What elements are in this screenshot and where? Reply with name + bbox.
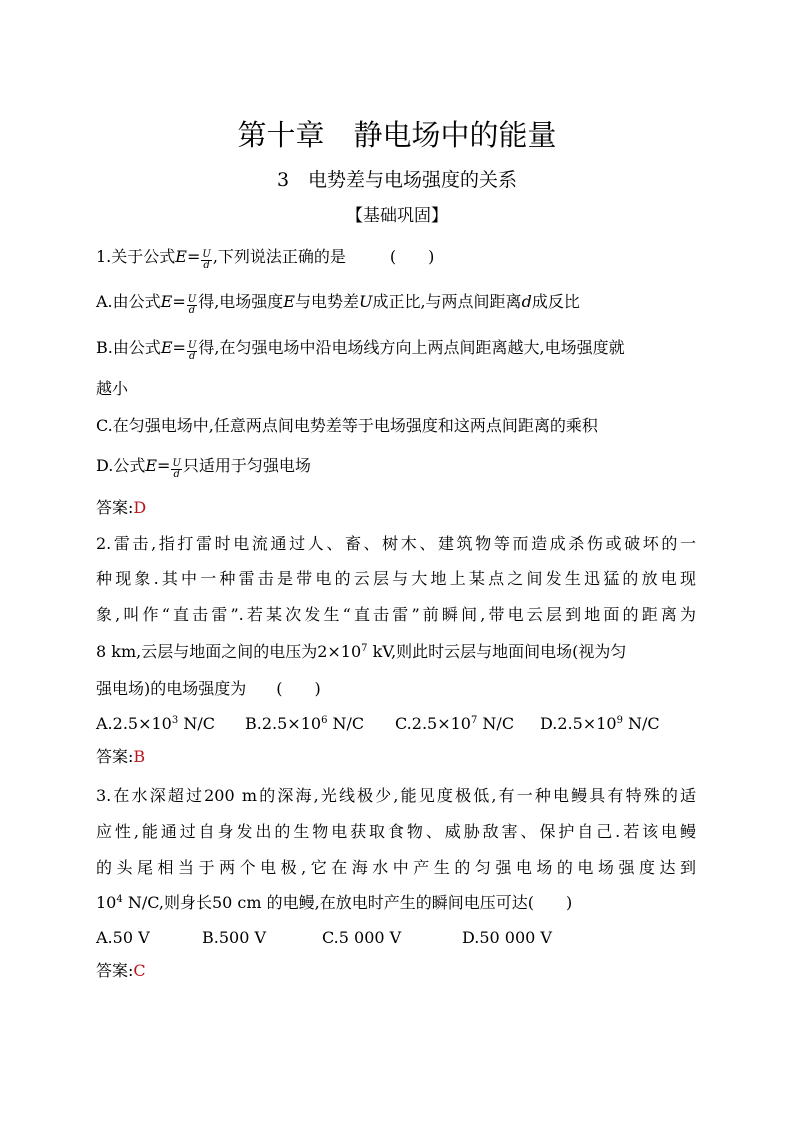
q1-answer-paren: ( )	[389, 247, 435, 266]
option-unit: N/C	[178, 714, 215, 733]
q1-option-a-part3: 与电势差	[294, 292, 359, 311]
q1-option-a	[96, 292, 580, 316]
q2-line-4-part2: kV,则此时云层与地面间电场(视为匀	[367, 642, 627, 661]
fraction-denominator: d	[188, 351, 196, 362]
q1-option-d-part2: 只适用于匀强电场	[182, 456, 311, 475]
fraction-denominator: d	[188, 305, 196, 316]
q3-option-a: A.50 V	[96, 928, 150, 947]
formula-fraction	[187, 295, 197, 316]
q2-line-1: 2.雷击,指打雷时电流通过人、畜、树木、建筑物等而造成杀伤或破坏的一	[96, 534, 696, 553]
formula-e: E	[160, 338, 173, 357]
formula-fraction	[171, 459, 181, 480]
q3-answer	[96, 961, 146, 981]
q2-line-2: 种现象.其中一种雷击是带电的云层与大地上某点之间发生迅猛的放电现	[96, 569, 696, 588]
symbol-d: d	[521, 292, 532, 311]
formula-eq: =	[157, 456, 171, 475]
q3-line-2: 应性,能通过自身发出的生物电获取食物、威胁敌害、保护自己.若该电鳗	[96, 822, 696, 841]
q2-answer-value: B	[133, 747, 146, 766]
q2-answer	[96, 747, 145, 767]
q1-option-d-part1: D.公式	[96, 456, 146, 475]
section-title: 3 电势差与电场强度的关系	[276, 169, 518, 191]
q1-option-a-part5: 成反比	[531, 292, 580, 311]
option-text: B.2.5×10	[245, 714, 322, 733]
answer-label: 答案:	[96, 498, 134, 517]
chapter-title: 第十章 静电场中的能量	[237, 118, 557, 152]
q1-option-b-cont: 越小	[96, 379, 129, 398]
option-unit: N/C	[327, 714, 365, 733]
q1-answer	[96, 498, 146, 518]
q1-stem	[96, 247, 434, 271]
q2-line-4-part1: 8 km,云层与地面之间的电压为2×10	[96, 642, 362, 661]
option-unit: N/C	[622, 714, 660, 733]
q3-option-c: C.5 000 V	[322, 928, 402, 947]
symbol-e: E	[283, 292, 295, 311]
fraction-numerator: U	[187, 340, 197, 351]
q2-option-d	[540, 714, 660, 734]
q3-line-1: 3.在水深超过200 m的深海,光线极少,能见度极低,有一种电鳗具有特殊的适	[96, 786, 696, 805]
answer-label: 答案:	[96, 747, 134, 766]
option-unit: N/C	[477, 714, 515, 733]
formula-e: E	[160, 292, 173, 311]
fraction-denominator: d	[203, 260, 210, 271]
exponent: 3	[171, 715, 179, 726]
exponent: 9	[616, 715, 623, 726]
q3-options	[96, 928, 696, 948]
q1-option-b-part1: B.由公式	[96, 338, 161, 357]
q2-answer-paren: ( )	[276, 679, 321, 698]
q1-stem-lead: 1.关于公式	[96, 247, 176, 266]
exponent: 4	[116, 894, 123, 905]
q2-options	[96, 714, 696, 734]
exponent: 6	[321, 715, 328, 726]
q1-formula-fraction	[201, 250, 211, 271]
exponent: 7	[470, 715, 478, 726]
exponent: 7	[361, 643, 368, 654]
q3-line-4	[96, 893, 572, 913]
q1-stem-tail: ,下列说法正确的是	[212, 247, 346, 266]
q1-option-a-part1: A.由公式	[96, 292, 161, 311]
q2-option-b	[245, 714, 364, 734]
q2-option-a	[96, 714, 215, 734]
formula-e: E	[145, 456, 158, 475]
formula-eq: =	[172, 338, 186, 357]
q3-option-b: B.500 V	[202, 928, 267, 947]
q3-line-4-part1: 10	[96, 893, 117, 912]
section-tag: 【基础巩固】	[346, 206, 448, 226]
formula-eq: =	[172, 292, 186, 311]
fraction-numerator: U	[172, 458, 181, 469]
q1-answer-value: D	[133, 498, 147, 517]
q2-line-5	[96, 679, 321, 699]
q1-formula-e: E	[175, 247, 187, 266]
fraction-numerator: U	[202, 249, 211, 260]
q2-option-c	[395, 714, 514, 734]
fraction-numerator: U	[187, 294, 197, 305]
q1-option-c: C.在匀强电场中,任意两点间电势差等于电场强度和这两点间距离的乘积	[96, 416, 598, 435]
symbol-u: U	[358, 292, 373, 311]
formula-fraction	[187, 341, 197, 362]
q1-option-a-part2: 得,电场强度	[198, 292, 284, 311]
option-text: A.2.5×10	[96, 714, 172, 733]
option-text: C.2.5×10	[395, 714, 471, 733]
q3-answer-value: C	[133, 961, 146, 980]
q1-option-b	[96, 338, 625, 362]
q2-line-4	[96, 642, 626, 662]
q1-option-b-part2: 得,在匀强电场中沿电场线方向上两点间距离越大,电场强度就	[198, 338, 625, 357]
q3-line-4-part2: N/C,则身长50 cm 的电鳗,在放电时产生的瞬间电压可达( )	[122, 893, 573, 912]
q1-option-d	[96, 456, 311, 480]
answer-label: 答案:	[96, 961, 134, 980]
fraction-denominator: d	[173, 469, 180, 480]
q1-formula-eq: =	[186, 247, 201, 266]
q3-option-d: D.50 000 V	[462, 928, 552, 947]
option-text: D.2.5×10	[540, 714, 617, 733]
q2-line-5-text: 强电场)的电场强度为	[96, 679, 247, 698]
q1-option-a-part4: 成正比,与两点间距离	[372, 292, 522, 311]
q2-line-3: 象,叫作“直击雷”.若某次发生“直击雷”前瞬间,带电云层到地面的距离为	[96, 605, 696, 624]
q3-line-3: 的头尾相当于两个电极,它在海水中产生的匀强电场的电场强度达到	[96, 858, 696, 877]
